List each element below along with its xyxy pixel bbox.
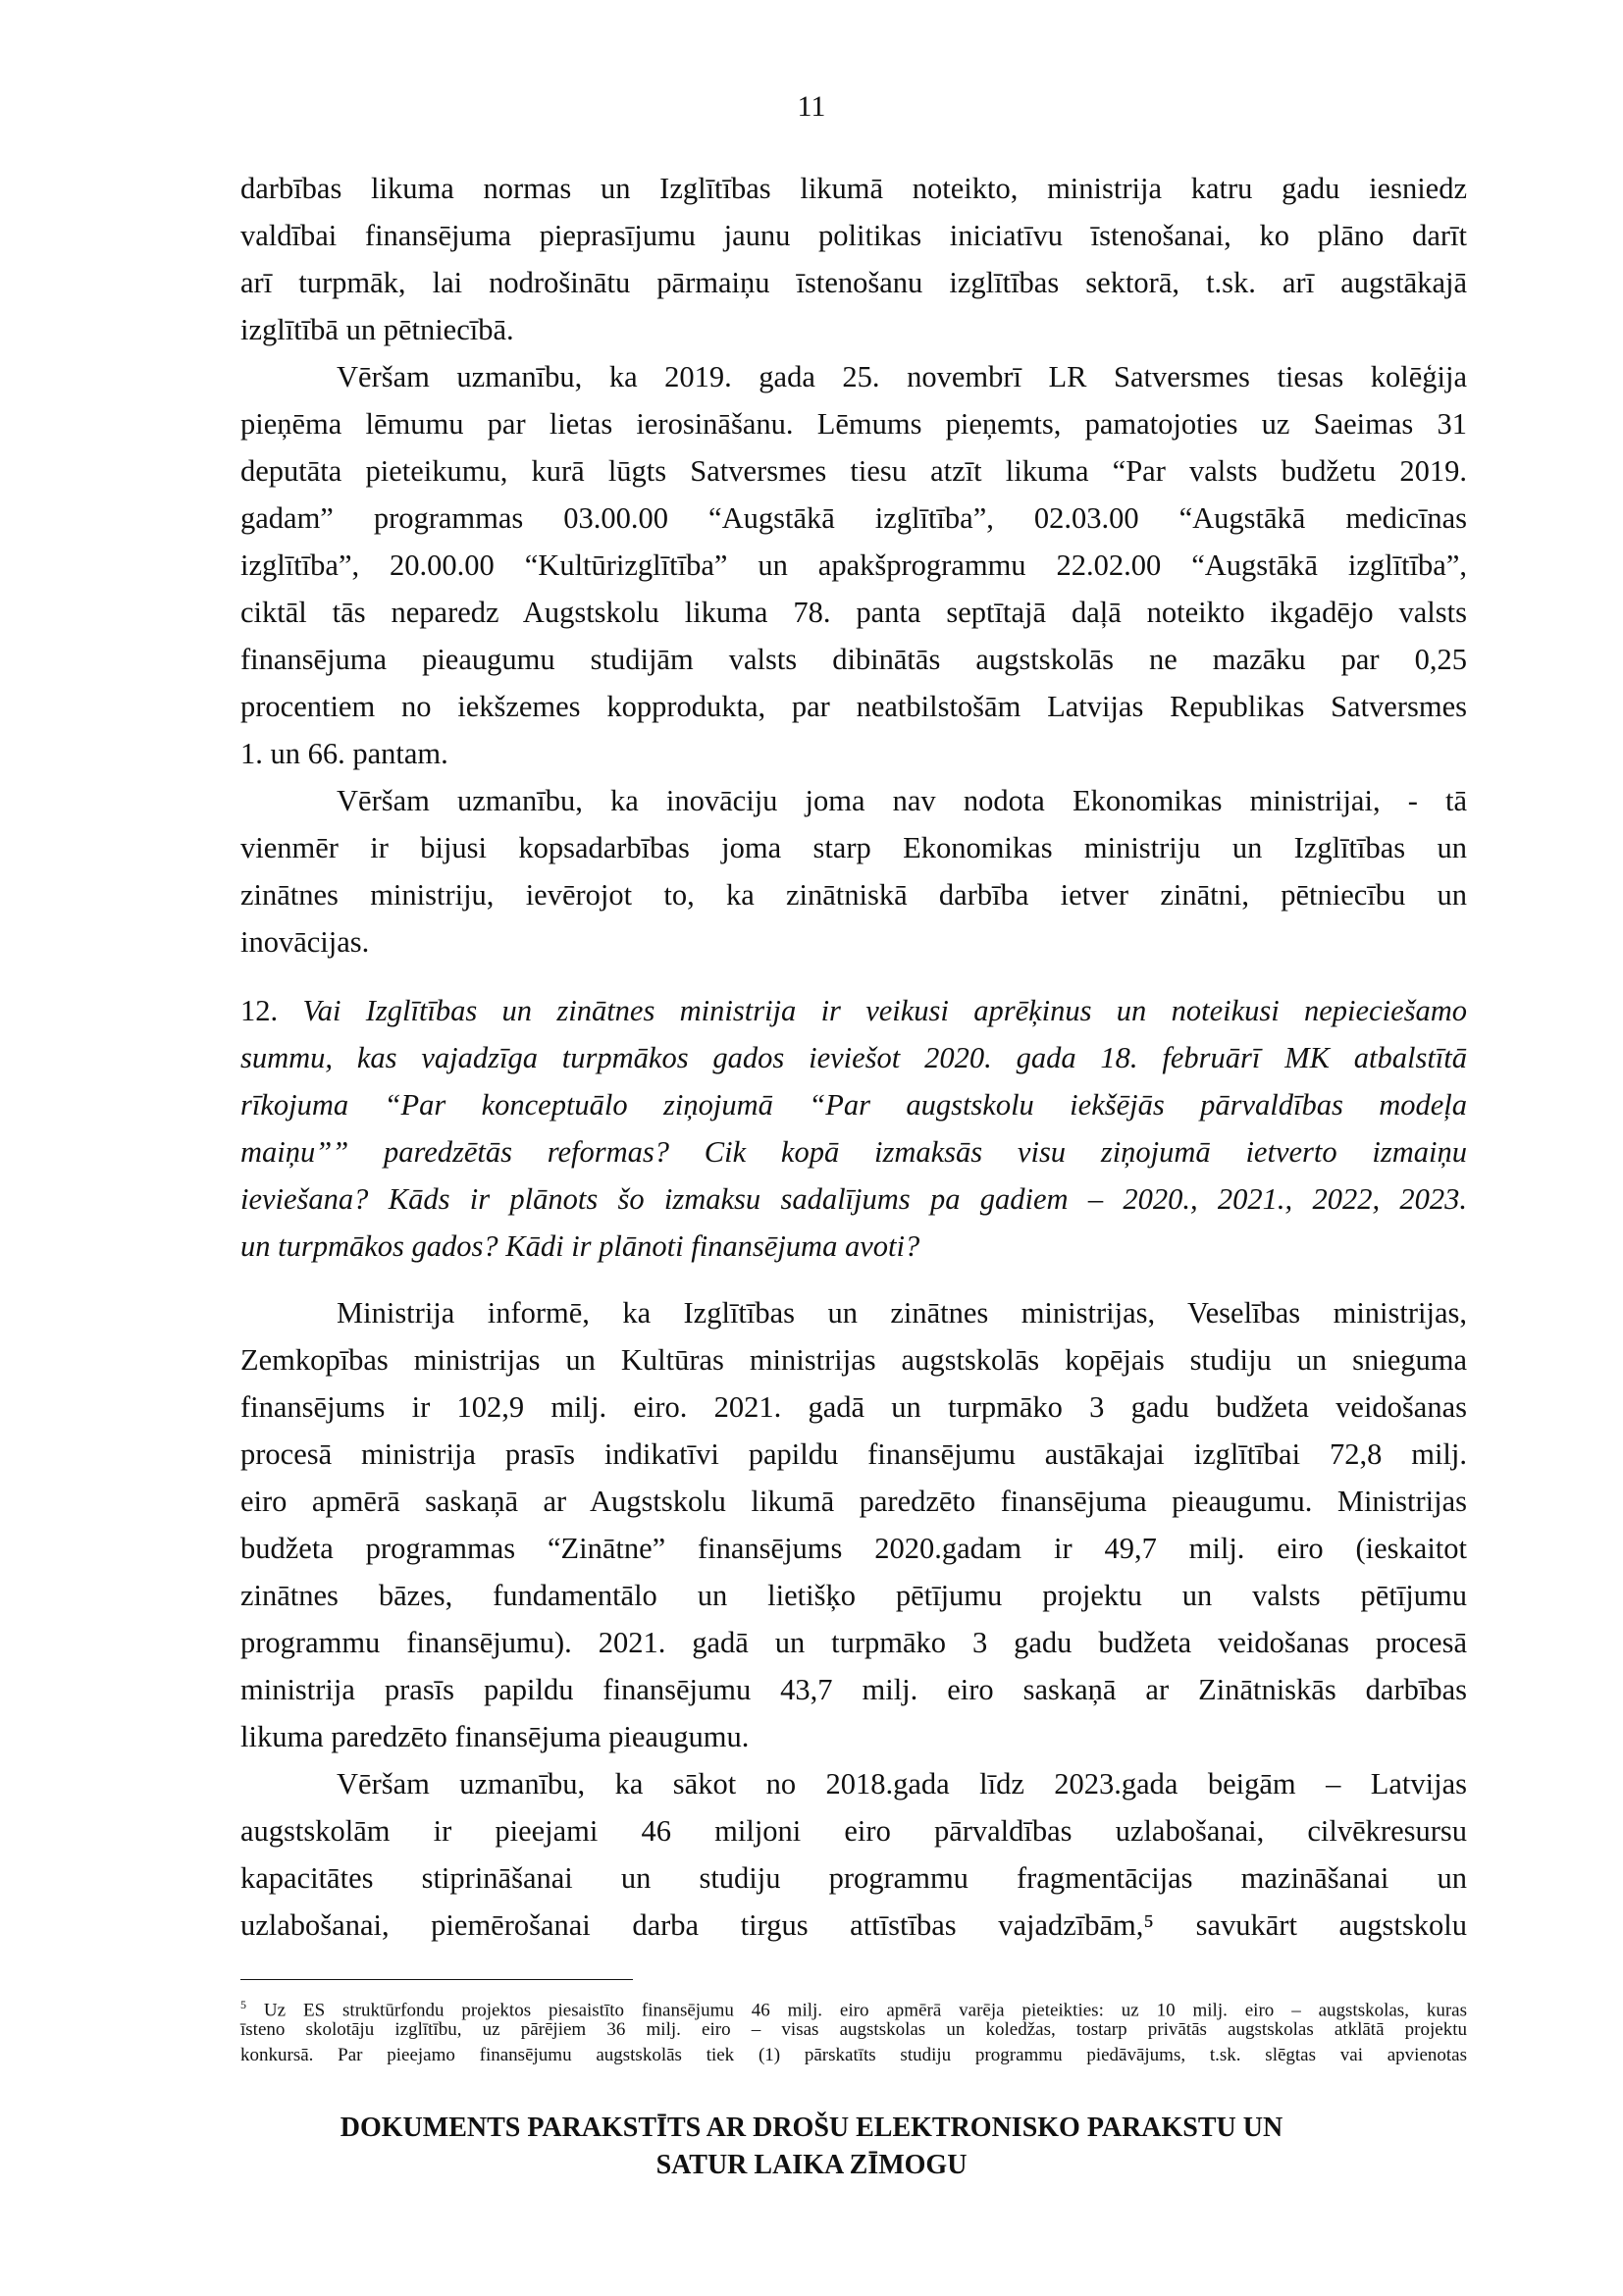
text-line: inovācijas.: [240, 925, 370, 959]
text-line: finansējuma pieaugumu studijām valsts dibinātās augstskolās ne mazāku par 0,25: [240, 643, 1467, 676]
text-line: Zemkopības ministrijas un Kultūras ministrijas augstskolās kopējais studiju un snieguma: [240, 1343, 1467, 1377]
text-line: izglītība”, 20.00.00 “Kultūrizglītība” un apakšprogrammu 22.02.00 “Augstākā izglītība”,: [240, 548, 1467, 582]
text-line: budžeta programmas “Zinātne” finansējums 2020.gadam ir 49,7 milj. eiro (ieskaitot: [240, 1532, 1467, 1565]
text-line: rīkojuma “Par konceptuālo ziņojumā “Par augstskolu iekšējās pārvaldības modeļa: [240, 1088, 1467, 1122]
text-line: likuma paredzēto finansējuma pieaugumu.: [240, 1720, 750, 1753]
text-line: Vēršam uzmanību, ka sākot no 2018.gada līdz 2023.gada beigām – Latvijas: [337, 1767, 1467, 1800]
text-line: ieviešana? Kāds ir plānots šo izmaksu sadalījums pa gadiem – 2020., 2021., 2022, 2023.: [240, 1182, 1467, 1216]
text-line: finansējums ir 102,9 milj. eiro. 2021. gadā un turpmāko 3 gadu budžeta veidošanas: [240, 1390, 1467, 1424]
signature-notice-line: SATUR LAIKA ZĪMOGU: [655, 2150, 968, 2180]
question-number: 12.: [240, 994, 279, 1027]
text-line: valdībai finansējuma pieprasījumu jaunu politikas iniciatīvu īstenošanai, ko plāno darīt: [240, 219, 1467, 252]
paragraph: [240, 777, 1467, 965]
text-line: zinātnes ministriju, ievērojot to, ka zinātniskā darbība ietver zinātni, pētniecību un: [240, 878, 1467, 912]
text-line: kapacitātes stiprināšanai un studiju programmu fragmentācijas mazināšanai un: [240, 1861, 1467, 1895]
footnote-line: Uz ES struktūrfondu projektos piesaistīto finansējumu 46 milj. eiro apmērā varēja pieteikties: uz 10 milj. eiro – augstskolas, kuras: [263, 2000, 1468, 2021]
text-line: Ministrija informē, ka Izglītības un zinātnes ministrijas, Veselības ministrijas,: [337, 1296, 1467, 1330]
text-line: gadam” programmas 03.00.00 “Augstākā izglītība”, 02.03.00 “Augstākā medicīnas: [240, 501, 1467, 535]
text-line: programmu finansējumu). 2021. gadā un turpmāko 3 gadu budžeta veidošanas procesā: [240, 1626, 1467, 1659]
paragraph: [240, 353, 1467, 777]
text-line: Vai Izglītības un zinātnes ministrija ir veikusi aprēķinus un noteikusi nepieciešamo: [302, 994, 1468, 1027]
text-line: Vēršam uzmanību, ka 2019. gada 25. novembrī LR Satversmes tiesas kolēģija: [337, 360, 1467, 393]
paragraph: [240, 165, 1467, 353]
footnote-line: konkursā. Par pieejamo finansējumu augstskolās tiek (1) pārskatīts studiju programmu piedāvājums, t.sk. slēgtas vai apvienotas: [240, 2045, 1467, 2065]
text-line: eiro apmērā saskaņā ar Augstskolu likumā paredzēto finansējuma pieaugumu. Ministrijas: [240, 1485, 1467, 1518]
signature-notice: [0, 2110, 1623, 2184]
text-line: procesā ministrija prasīs indikatīvi papildu finansējumu austākajai izglītībai 72,8 milj.: [240, 1437, 1467, 1471]
text-line: pieņēma lēmumu par lietas ierosināšanu. Lēmums pieņemts, pamatojoties uz Saeimas 31: [240, 407, 1467, 441]
text-line: arī turpmāk, lai nodrošinātu pārmaiņu īstenošanu izglītības sektorā, t.sk. arī augstākajā: [240, 266, 1467, 299]
text-line: zinātnes bāzes, fundamentālo un lietišķo pētījumu projektu un valsts pētījumu: [240, 1579, 1467, 1612]
footnote-marker: 5: [240, 1998, 246, 2011]
document-body: [240, 165, 1467, 1949]
answer-paragraph: [240, 1760, 1467, 1949]
text-line: ministrija prasīs papildu finansējumu 43,7 milj. eiro saskaņā ar Zinātniskās darbības: [240, 1673, 1467, 1706]
text-line: izglītībā un pētniecībā.: [240, 313, 514, 346]
text-line: un turpmākos gados? Kādi ir plānoti finansējuma avoti?: [240, 1229, 920, 1263]
text-line: darbības likuma normas un Izglītības likumā noteikto, ministrija katru gadu iesniedz: [240, 172, 1467, 205]
text-line: procentiem no iekšzemes kopprodukta, par neatbilstošām Latvijas Republikas Satversmes: [240, 690, 1467, 723]
footnote: [240, 1992, 1467, 2068]
signature-notice-line: DOKUMENTS PARAKSTĪTS AR DROŠU ELEKTRONISKO PARAKSTU UN: [340, 2113, 1283, 2143]
answer-paragraph: [240, 1289, 1467, 1760]
text-line: 1. un 66. pantam.: [240, 737, 448, 770]
text-line: uzlabošanai, piemērošanai darba tirgus attīstības vajadzībām,⁵ savukārt augstskolu: [240, 1908, 1467, 1942]
text-line: deputāta pieteikumu, kurā lūgts Satversmes tiesu atzīt likuma “Par valsts budžetu 2019.: [240, 454, 1467, 488]
text-line: vienmēr ir bijusi kopsadarbības joma starp Ekonomikas ministriju un Izglītības un: [240, 831, 1467, 864]
text-line: summu, kas vajadzīga turpmākos gados ieviešot 2020. gada 18. februārī MK atbalstītā: [240, 1041, 1467, 1074]
text-line: augstskolām ir pieejami 46 miljoni eiro pārvaldības uzlabošanai, cilvēkresursu: [240, 1814, 1467, 1848]
footnote-separator: [240, 1979, 633, 1980]
page-number: 11: [797, 90, 826, 123]
footnote-line: īsteno skolotāju izglītību, uz pārējiem 36 milj. eiro – visas augstskolas un koledžas, tostarp privātās augstskolas atklātā projektu: [240, 2019, 1467, 2040]
text-line: ciktāl tās neparedz Augstskolu likuma 78. panta septītajā daļā noteikto ikgadējo valsts: [240, 596, 1467, 629]
text-line: maiņu”” paredzētās reformas? Cik kopā izmaksās visu ziņojumā ietverto izmaiņu: [240, 1135, 1467, 1169]
text-line: Vēršam uzmanību, ka inovāciju joma nav nodota Ekonomikas ministrijai, - tā: [337, 784, 1467, 817]
question: [240, 987, 1467, 1270]
